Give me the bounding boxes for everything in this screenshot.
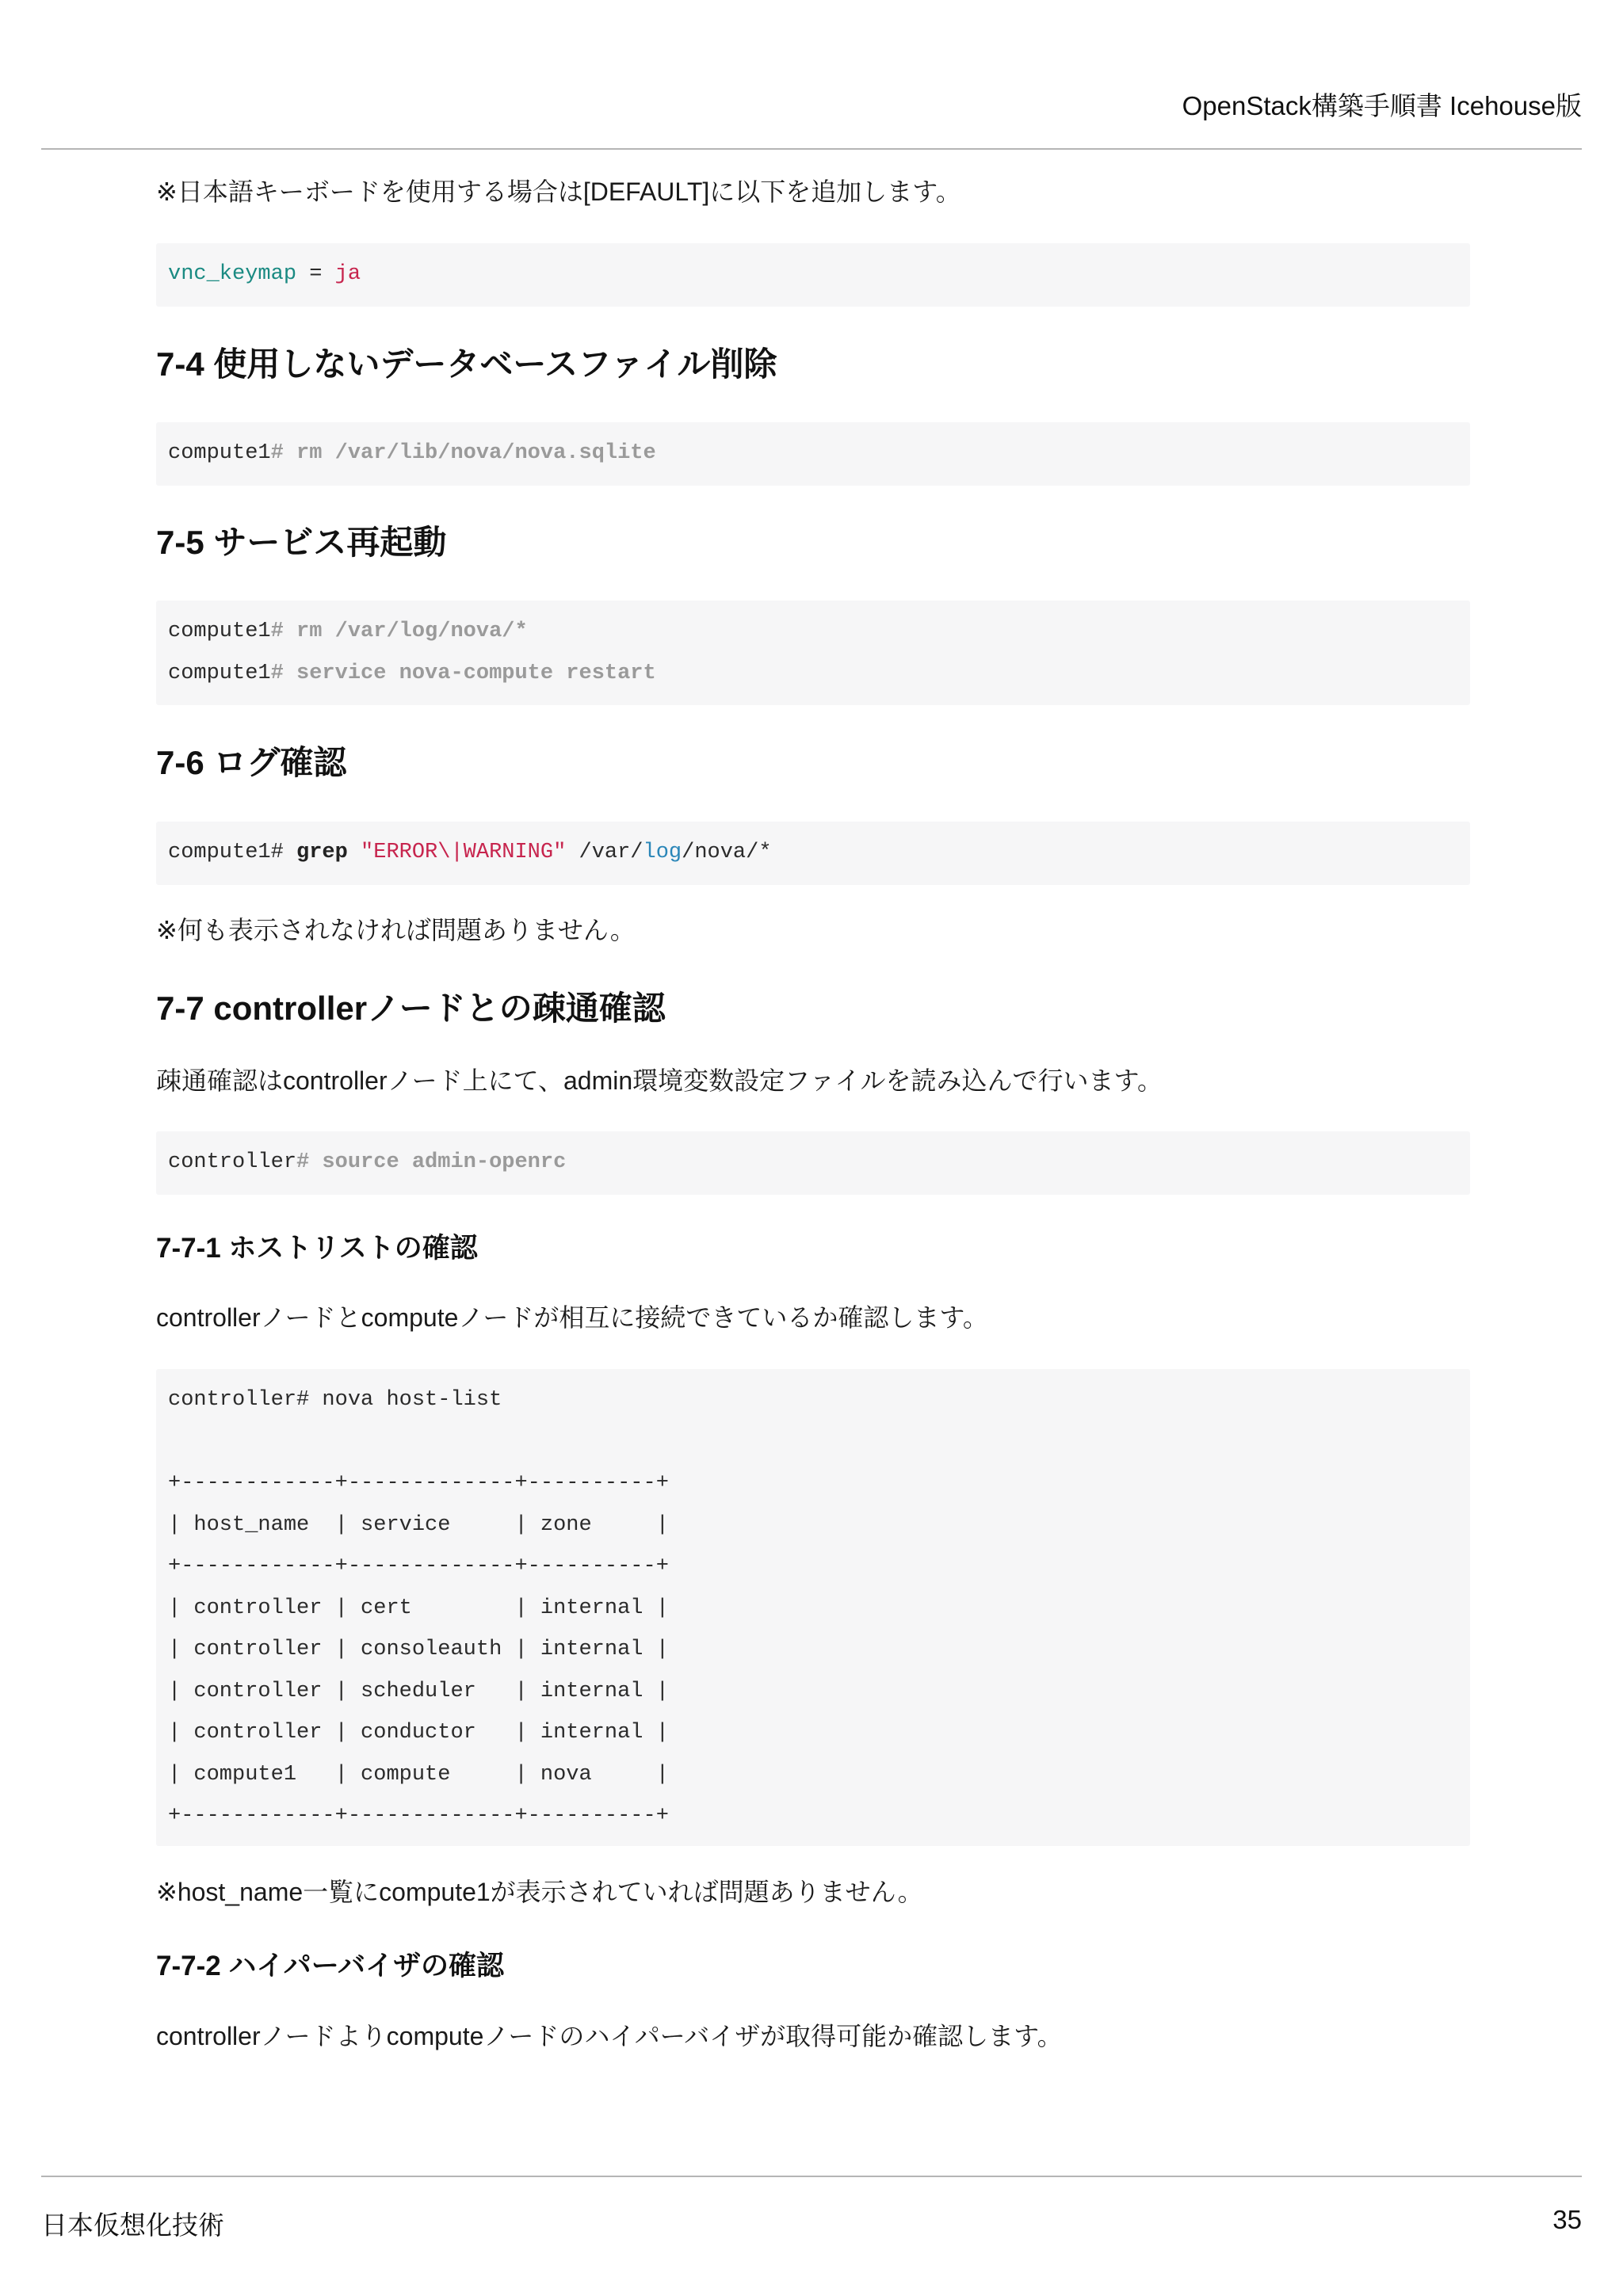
code-block-host-list — [156, 1369, 1470, 1846]
code-path-log: log — [643, 841, 682, 864]
code-block-7-5 — [156, 601, 1470, 705]
heading-7-4: 7-4 使用しないデータベースファイル削除 — [156, 345, 777, 383]
code-operator: = — [296, 262, 335, 286]
code-command: service nova-compute restart — [283, 661, 656, 685]
heading-7-7: 7-7 controllerノードとの疎通確認 — [156, 990, 666, 1027]
footer-company: 日本仮想化技術 — [41, 2210, 224, 2240]
code-command: rm /var/log/nova/* — [283, 620, 528, 643]
log-note: ※何も表示されなければ問題ありません。 — [156, 916, 636, 944]
code-prompt: compute1 — [168, 441, 271, 465]
code-line — [168, 254, 1470, 296]
heading-7-5: 7-5 サービス再起動 — [156, 524, 447, 561]
code-prompt: compute1# — [168, 841, 297, 864]
host-list-note: ※host_name一覧にcompute1が表示されていれば問題ありません。 — [156, 1878, 923, 1906]
heading-7-7-2: 7-7-2 ハイパーバイザの確認 — [156, 1951, 504, 1981]
table-border: +------------+-------------+----------+ — [168, 1554, 669, 1578]
code-line: controller# nova host-list — [168, 1388, 502, 1412]
code-space — [348, 841, 361, 864]
code-hash: # — [296, 1150, 310, 1174]
table-row: | controller | cert | internal | — [168, 1596, 669, 1620]
page-header-title: OpenStack構築手順書 Icehouse版 — [1182, 91, 1582, 120]
code-block-7-4 — [156, 422, 1470, 486]
table-row: | controller | scheduler | internal | — [168, 1679, 669, 1703]
keyboard-note: ※日本語キーボードを使用する場合は[DEFAULT]に以下を追加します。 — [156, 177, 961, 206]
code-line — [168, 433, 1470, 475]
code-block-7-6 — [156, 822, 1470, 885]
section-7-7-2-intro: controllerノードよりcomputeノードのハイパーバイザが取得可能か確認します。 — [156, 2022, 1063, 2050]
code-hash: # — [270, 620, 284, 643]
code-line — [168, 653, 1470, 695]
code-line — [168, 1142, 1470, 1184]
heading-7-7-1: 7-7-1 ホストリストの確認 — [156, 1233, 478, 1264]
page-number: 35 — [1552, 2205, 1582, 2234]
table-row: | controller | conductor | internal | — [168, 1721, 669, 1745]
table-border: +------------+-------------+----------+ — [168, 1804, 669, 1828]
code-block-7-7 — [156, 1131, 1470, 1195]
header-divider — [41, 148, 1582, 150]
code-path-pre: /var/ — [566, 841, 643, 864]
code-value: ja — [334, 262, 361, 286]
table-border: +------------+-------------+----------+ — [168, 1471, 669, 1495]
code-line — [168, 832, 1470, 874]
code-hash: # — [270, 661, 284, 685]
code-grep: grep — [296, 841, 348, 864]
code-command: rm /var/lib/nova/nova.sqlite — [283, 441, 656, 465]
heading-7-6: 7-6 ログ確認 — [156, 744, 347, 781]
code-command: source admin-openrc — [309, 1150, 567, 1174]
code-block-vnc — [156, 243, 1470, 307]
code-prompt: compute1 — [168, 620, 271, 643]
code-hash: # — [270, 441, 284, 465]
table-header-row: | host_name | service | zone | — [168, 1512, 669, 1537]
code-path-post: /nova/* — [682, 841, 772, 864]
section-7-7-1-intro: controllerノードとcomputeノードが相互に接続できているか確認します。 — [156, 1303, 988, 1332]
code-pattern: "ERROR\|WARNING" — [361, 841, 567, 864]
table-row: | compute1 | compute | nova | — [168, 1762, 669, 1787]
code-key: vnc_keymap — [168, 262, 297, 286]
section-7-7-intro: 疎通確認はcontrollerノード上にて、admin環境変数設定ファイルを読み込んで行います。 — [156, 1066, 1163, 1095]
table-row: | controller | consoleauth | internal | — [168, 1638, 669, 1661]
code-line — [168, 1421, 1470, 1463]
footer-divider — [41, 2176, 1582, 2177]
code-prompt: compute1 — [168, 661, 271, 685]
code-line — [168, 611, 1470, 653]
code-prompt: controller — [168, 1150, 297, 1174]
